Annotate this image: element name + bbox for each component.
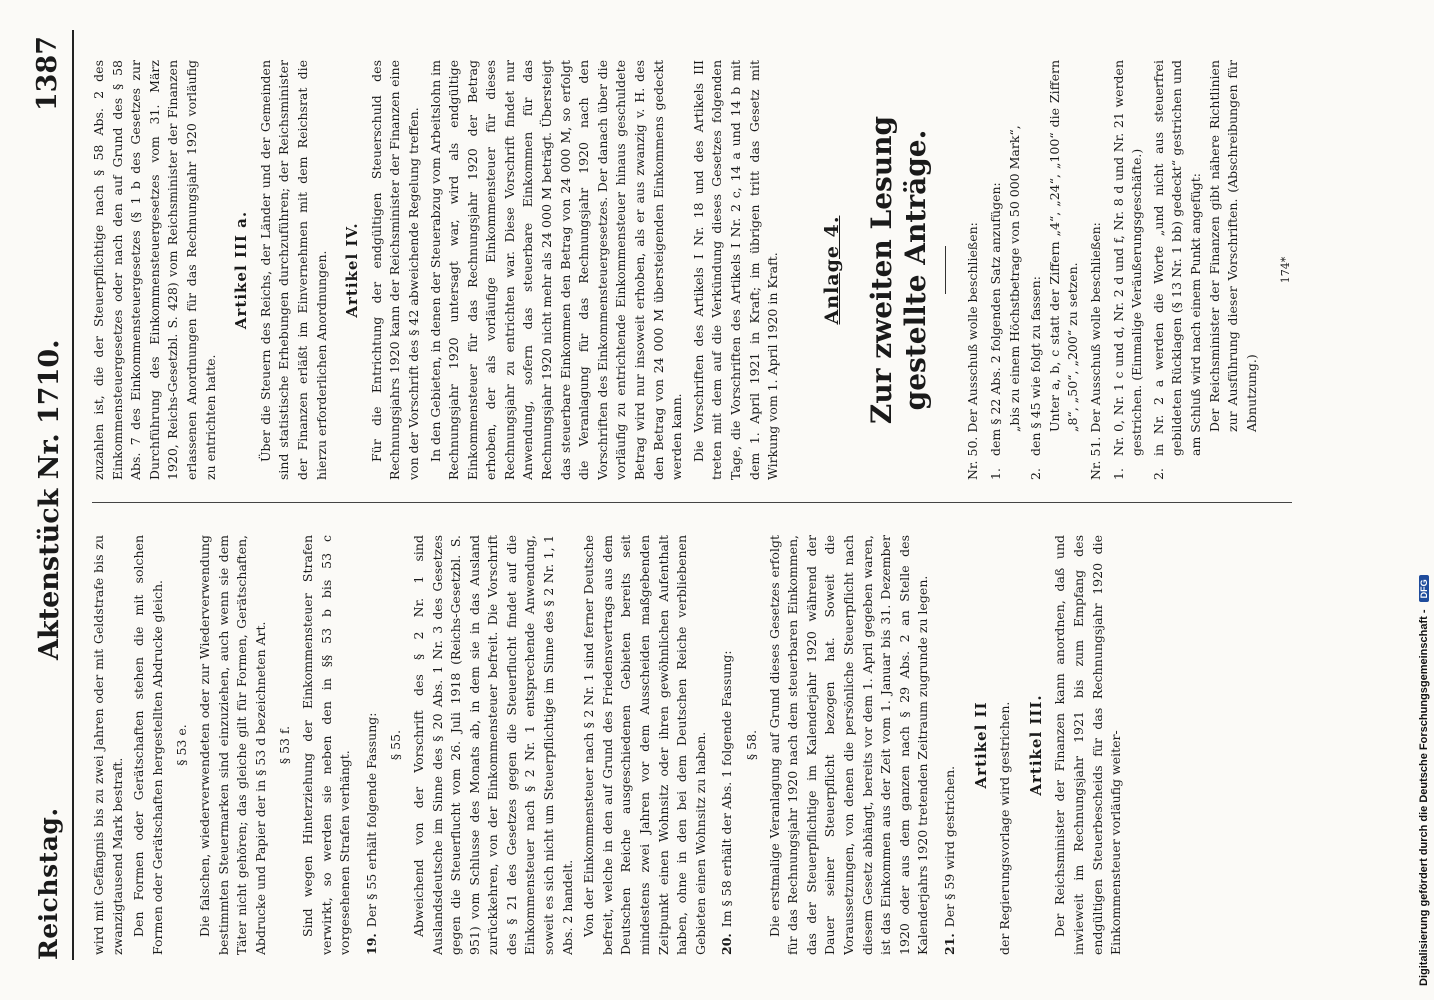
page-number: 1387 bbox=[32, 36, 63, 112]
quoted-text: Der Reichsminister der Finanzen gibt nähere Richtlinien zur Ausführung dieser Vorschriften. (Abschreibungen für Abnutzung.) bbox=[1206, 60, 1259, 432]
dfg-logo: DFG bbox=[1419, 575, 1429, 602]
list-item bbox=[941, 535, 960, 955]
item-text: Nr. 0, Nr. 1 c und d, Nr. 2 d und f, Nr. 8 d und Nr. 21 werden gestrichen. (Einmalige Veräußerungsgeschäfte.) bbox=[1110, 60, 1145, 456]
annex-heading: Anlage 4. bbox=[820, 215, 843, 325]
section-title: Zur zweiten Lesung gestellte Anträge. bbox=[865, 115, 933, 425]
item-number: 21. bbox=[941, 933, 957, 955]
item-number: 2. bbox=[1150, 468, 1166, 480]
paragraph: Abweichend von der Vorschrift des § 2 Nr. 1 sind Auslandsdeutsche im Sinne des § 20 Abs. 1 Nr. 3 des Gesetzes gegen die Steuerflucht vom 26. Juli 1918 (Reichs-Gesetzbl. S. 951) vom Schlusse des Monats ab, in dem sie in das Ausland zurückkehren, von der Einkommensteuer befreit. Die Vorschrift des § 21 des Gesetzes gegen die Steuerflucht findet auf die Einkommensteuer nach § 2 Nr. 1 entsprechende Anwendung, soweit es sich nicht um Steuerpflichtige im Sinne des § 2 Nr. 1, 1 Abs. 2 handelt. bbox=[410, 535, 575, 955]
list-item bbox=[718, 535, 737, 955]
paragraph: In den Gebieten, in denen der Steuerabzug vom Arbeitslohn im Rechnungsjahr 1920 untersagt war, wird als endgültige Einkommensteuer für das Rechnungsjahr 1920 der Betrag erhoben, der als vorläufige Einkommensteuer für dieses Rechnungsjahr zu entrichten war. Diese Vorschrift findet nur Anwendung, sofern das steuerbare Einkommen für das Rechnungsjahr 1920 nicht mehr als 24 000 M beträgt. Übersteigt das steuerbare Einkommen den Betrag von 24 000 M, so erfolgt die Veranlagung für das Rechnungsjahr 1920 nach den Vorschriften des Einkommensteuergesetzes. Der danach über die vorläufig zu entrichtende Einkommensteuer hinaus geschuldete Betrag wird nur insoweit erhoben, als er aus zwanzig v. H. des den Betrag von 24 000 M übersteigenden Einkommens gedeckt werden kann. bbox=[427, 60, 685, 480]
item-number: 1. bbox=[987, 468, 1003, 480]
quoted-text: Unter a, b, c statt der Ziffern „4“, „24“, „100“ die Ziffern „8“, „50“, „200“ zu setzen. bbox=[1046, 60, 1081, 432]
list-item bbox=[1027, 60, 1083, 480]
motion-list bbox=[987, 60, 1083, 480]
page-header bbox=[22, 30, 74, 960]
item-text: den § 45 wie folgt zu fassen: bbox=[1028, 276, 1044, 456]
header-title: Aktenstück Nr. 1710. bbox=[34, 339, 65, 660]
section-heading: § 53 e. bbox=[174, 724, 190, 766]
item-text: dem § 22 Abs. 2 folgenden Satz anzufügen: bbox=[987, 182, 1003, 456]
list-item bbox=[1110, 60, 1147, 480]
paragraph: Die erstmalige Veranlagung auf Grund dieses Gesetzes erfolgt für das Rechnungsjahr 1920 nach dem steuerbaren Einkommen, das der Steuerpflichtige im Kalenderjahr 1920 während der Dauer seiner Steuerpflicht bezogen hat. Soweit die Voraussetzungen, von denen die persönliche Steuerpflicht nach diesem Gesetz abhängt, bereits vor dem 1. April gegeben waren, ist das Einkommen aus der Zeit vom 1. Januar bis 31. Dezember 1920 oder aus dem ganzen nach § 29 Abs. 2 an Stelle des Kalenderjahrs 1920 tretenden Zeitraum zugrunde zu legen. bbox=[766, 535, 931, 955]
list-item bbox=[987, 60, 1024, 480]
left-column bbox=[90, 535, 1380, 955]
column-divider bbox=[92, 502, 1292, 503]
item-number: 2. bbox=[1028, 468, 1044, 480]
item-text: Der § 55 erhält folgende Fassung: bbox=[363, 712, 379, 928]
paragraph: Die falschen, wiederverwendeten oder zur Wiederverwendung bestimmten Steuermarken sind einzuziehen, auch wenn sie dem Täter nicht gehören; das gleiche gilt für Formen, Gerätschaften, Abdrucke und Papier der in § 53 d bezeichneten Art. bbox=[196, 535, 268, 955]
item-number: 20. bbox=[719, 933, 735, 955]
list-item bbox=[1150, 60, 1262, 480]
paragraph: wird mit Gefängnis bis zu zwei Jahren oder mit Geldstrafe bis zu zwanzigtausend Mark bestraft. bbox=[91, 535, 125, 955]
item-number: 1. bbox=[1110, 468, 1126, 480]
quoted-text: „bis zu einem Höchstbetrage von 50 000 Mark“, bbox=[1006, 125, 1022, 432]
article-heading: Artikel III. bbox=[1026, 694, 1045, 796]
digitization-note bbox=[1418, 6, 1434, 986]
right-column bbox=[90, 60, 1380, 480]
motion-intro: Nr. 51. Der Ausschuß wolle beschließen: bbox=[1087, 222, 1103, 480]
header-left: Reichstag. bbox=[34, 807, 63, 960]
paragraph: der Regierungsvorlage wird gestrichen. bbox=[997, 701, 1013, 955]
article-heading: Artikel III a. bbox=[232, 210, 251, 330]
motion-list bbox=[1110, 60, 1262, 480]
paragraph: zuzahlen ist, die der Steuerpflichtige nach § 58 Abs. 2 des Einkommensteuergesetzes oder nach den auf Grund des § 58 Abs. 7 des Einkommensteuergesetzes (§ 1 b des Gesetzes zur Durchführung des Einkommensteuergesetzes vom 31. März 1920, Reichs-Gesetzbl. S. 428) vom Reichsminister der Finanzen erlassenen Anordnungen für das Rechnungsjahr 1920 vorläufig zu entrichten hatte. bbox=[91, 60, 218, 480]
motion-intro: Nr. 50. Der Ausschuß wolle beschließen: bbox=[965, 222, 981, 480]
section-heading: § 58. bbox=[744, 729, 759, 761]
paragraph: Die Vorschriften des Artikels I Nr. 18 und des Artikels III treten mit dem auf die Verkündung dieses Gesetzes folgenden Tage, die Vorschriften des Artikels I Nr. 2 c, 14 a und 14 b mit dem 1. April 1921 in Kraft; im übrigen tritt das Gesetz mit Wirkung vom 1. April 1920 in Kraft. bbox=[690, 60, 781, 480]
paragraph: Für die Entrichtung der endgültigen Steuerschuld des Rechnungsjahrs 1920 kann der Reichsminister der Finanzen eine von der Vorschrift des § 42 abweichende Regelung treffen. bbox=[368, 60, 421, 480]
paragraph: Sind wegen Hinterziehung der Einkommensteuer Strafen verwirkt, so werden sie neben den in §§ 53 b bis 53 c vorgesehenen Strafen verhängt. bbox=[299, 535, 353, 955]
item-text: in Nr. 2 a werden die Worte „und nicht aus steuerfrei gebildeten Rücklagen (§ 13 Nr. 1 bb) gedeckt“ gestrichen und am Schluß wird nach einem Punkt angefügt: bbox=[1150, 60, 1203, 456]
paragraph: Über die Steuern des Reichs, der Länder und der Gemeinden sind statistische Erhebungen durchzuführen; der Reichsminister der Finanzen erläßt im Einvernehmen mit dem Reichsrat die hierzu erforderlichen Anordnungen. bbox=[257, 60, 329, 480]
item-number: 19. bbox=[363, 933, 379, 955]
item-text: Der § 59 wird gestrichen. bbox=[941, 765, 957, 928]
divider bbox=[945, 246, 946, 294]
paragraph: Von der Einkommensteuer nach § 2 Nr. 1 sind ferner Deutsche befreit, welche in den auf Grund des Friedensvertrags aus dem Deutschen Reiche ausgeschiedenen Gebieten bereits seit mindestens zwei Jahren vor dem Ausscheiden maßgebenden Zeitpunkt einen Wohnsitz oder ihren gewöhnlichen Aufenthalt haben, ohne in den bei dem Deutschen Reiche verbliebenen Gebieten einen Wohnsitz zu haben. bbox=[581, 535, 708, 955]
section-heading: § 55. bbox=[388, 729, 404, 761]
signature-mark: 174* bbox=[1279, 256, 1293, 284]
section-heading: § 53 f. bbox=[277, 725, 293, 765]
article-heading: Artikel IV. bbox=[343, 222, 362, 318]
list-item bbox=[363, 535, 382, 955]
article-heading: Artikel II bbox=[971, 701, 990, 789]
paragraph: Den Formen oder Gerätschaften stehen die mit solchen Formen oder Gerätschaften hergestellten Abdrucke gleich. bbox=[131, 535, 165, 955]
digitization-note-text: Digitalisierung gefördert durch die Deutsche Forschungsgemeinschaft - bbox=[1418, 609, 1430, 986]
item-text: Im § 58 erhält der Abs. 1 folgende Fassung: bbox=[719, 650, 735, 928]
paragraph: Der Reichsminister der Finanzen kann anordnen, daß und inwieweit im Rechnungsjahr 1921 bis zum Empfang des endgültigen Steuerbescheids für das Rechnungsjahr 1920 die Einkommensteuer vorläufig weiter- bbox=[1052, 535, 1124, 955]
digitization-note-text-wrapper bbox=[1418, 6, 1434, 986]
